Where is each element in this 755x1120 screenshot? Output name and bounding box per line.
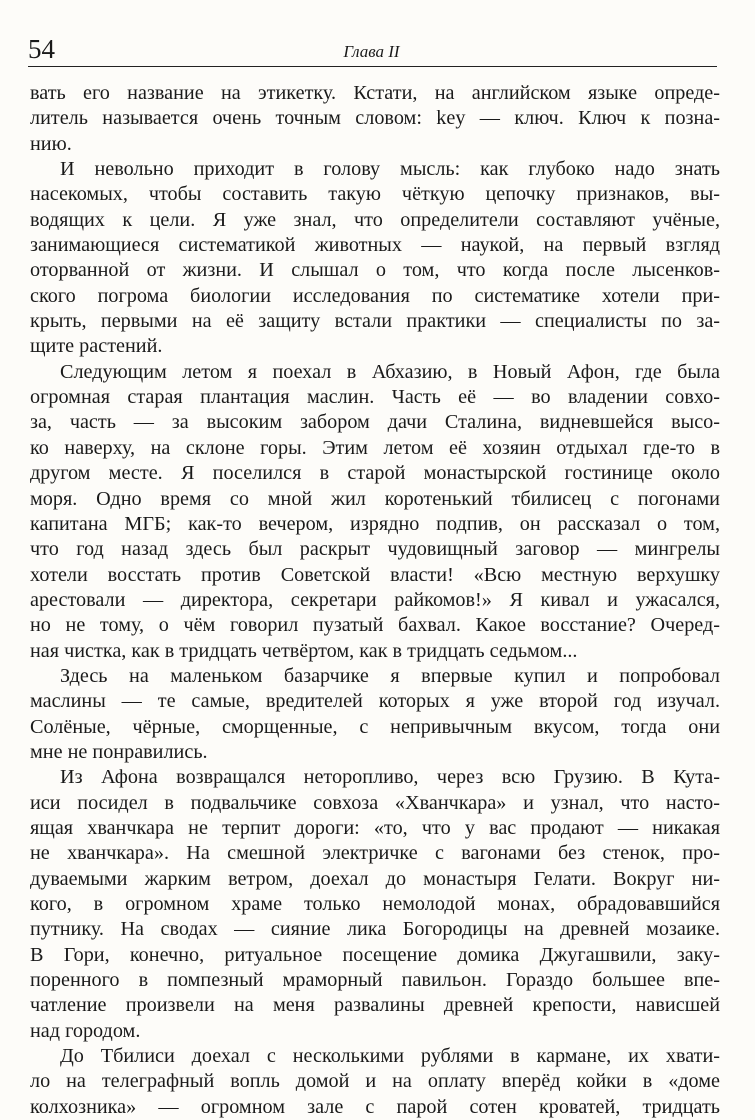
text-line: вать его название на этикетку. Кстати, на английском языке опреде- — [30, 82, 720, 104]
page-number: 54 — [28, 34, 55, 64]
text-line: ко наверху, на склоне горы. Этим летом её хозяин отдыхал где-то в — [30, 436, 720, 459]
text-line: ло на телеграфный вопль домой и на оплату вперёд койки в «доме — [30, 1070, 720, 1093]
text-line: занимающиеся систематикой животных — наукой, на первый взгляд — [30, 234, 720, 257]
text-line: арестовали — директора, секретари райкомов!» Я кивал и ужасался, — [30, 588, 720, 611]
text-line: за, часть — за высоким забором дачи Сталина, видневшейся высо- — [30, 411, 720, 434]
paragraph — [30, 664, 720, 765]
text-line: иси посидел в подвальчике совхоза «Хванчкара» и узнал, что насто- — [30, 791, 720, 814]
text-line: моря. Одно время со мной жил коротенький тбилисец с погонами — [30, 487, 720, 510]
text-line: Следующим летом я поехал в Абхазию, в Новый Афон, где была — [60, 360, 720, 383]
text-line: не хванчкара». На смешной электричке с вагонами без стенок, про- — [30, 842, 720, 865]
text-line: Здесь на маленьком базарчике я впервые купил и попробовал — [60, 664, 720, 687]
text-line: но не тому, о чём говорил пузатый бахвал. Какое восстание? Очеред- — [30, 614, 720, 637]
chapter-title: Глава II — [343, 42, 400, 61]
text-line: мне не понравились. — [30, 740, 208, 763]
text-line: Из Афона возвращался неторопливо, через всю Грузию. В Кута- — [60, 766, 720, 789]
text-line: колхозника» — огромном зале с парой сотен кроватей, тридцать — [30, 1095, 720, 1118]
page-header — [28, 28, 715, 68]
body-text — [30, 81, 720, 1120]
text-line: насекомых, чтобы составить такую чёткую цепочку признаков, вы- — [30, 183, 720, 206]
paragraph — [30, 360, 720, 664]
paragraph — [30, 1044, 720, 1120]
text-line: щите растений. — [30, 335, 163, 358]
text-line: капитана МГБ; как-то вечером, изрядно подпив, он рассказал о том, — [30, 512, 720, 535]
text-line: хотели восстать против Советской власти! «Всю местную верхушку — [30, 563, 720, 586]
text-line: дуваемыми жарким ветром, доехал до монастыря Гелати. Вокруг ни- — [30, 867, 720, 890]
text-line: что год назад здесь был раскрыт чудовищный заговор — мингрелы — [30, 538, 720, 561]
text-line: В Гори, конечно, ритуальное посещение домика Джугашвили, заку- — [30, 943, 720, 966]
text-line: литель называется очень точным словом: key — ключ. Ключ к позна- — [30, 107, 720, 130]
text-line: путнику. На сводах — сияние лика Богородицы на древней мозаике. — [30, 918, 720, 941]
text-line: нию. — [30, 132, 72, 155]
paragraph — [30, 81, 720, 157]
text-line: над городом. — [30, 1019, 141, 1042]
text-line: другом месте. Я поселился в старой монастырской гостинице около — [30, 462, 720, 485]
text-line: маслины — те самые, вредителей которых я уже второй год изучал. — [30, 690, 720, 713]
text-line: ная чистка, как в тридцать четвёртом, как в тридцать седьмом... — [30, 639, 578, 662]
text-line: крыть, первыми на её защиту встали практики — специалисты по за- — [30, 310, 720, 333]
text-line: водящих к цели. Я уже знал, что определители составляют учёные, — [30, 208, 720, 231]
header-rule — [28, 66, 717, 67]
text-line: ящая хванчкара не терпит дороги: «то, что у вас продают — никакая — [30, 816, 720, 839]
text-line: оторванной от жизни. И слышал о том, что когда после лысенков- — [30, 259, 720, 282]
paragraph — [30, 765, 720, 1044]
text-line: кого, в огромном храме только немолодой монах, обрадовавшийся — [30, 893, 720, 915]
text-line: Солёные, чёрные, сморщенные, с непривычным вкусом, тогда они — [30, 715, 720, 738]
text-line: До Тбилиси доехал с несколькими рублями в кармане, их хвати- — [60, 1045, 720, 1068]
text-line: ского погрома биологии исследования по систематике хотели при- — [30, 284, 720, 307]
paragraph — [30, 157, 720, 360]
text-line: И невольно приходит в голову мысль: как глубоко надо знать — [60, 158, 720, 181]
text-line: чатление произвели на меня развалины древней крепости, нависшей — [30, 994, 720, 1017]
text-line: огромная старая плантация маслин. Часть её — во владении совхо- — [30, 386, 720, 409]
text-line: поренного в помпезный мраморный павильон. Гораздо большее впе- — [30, 969, 720, 992]
